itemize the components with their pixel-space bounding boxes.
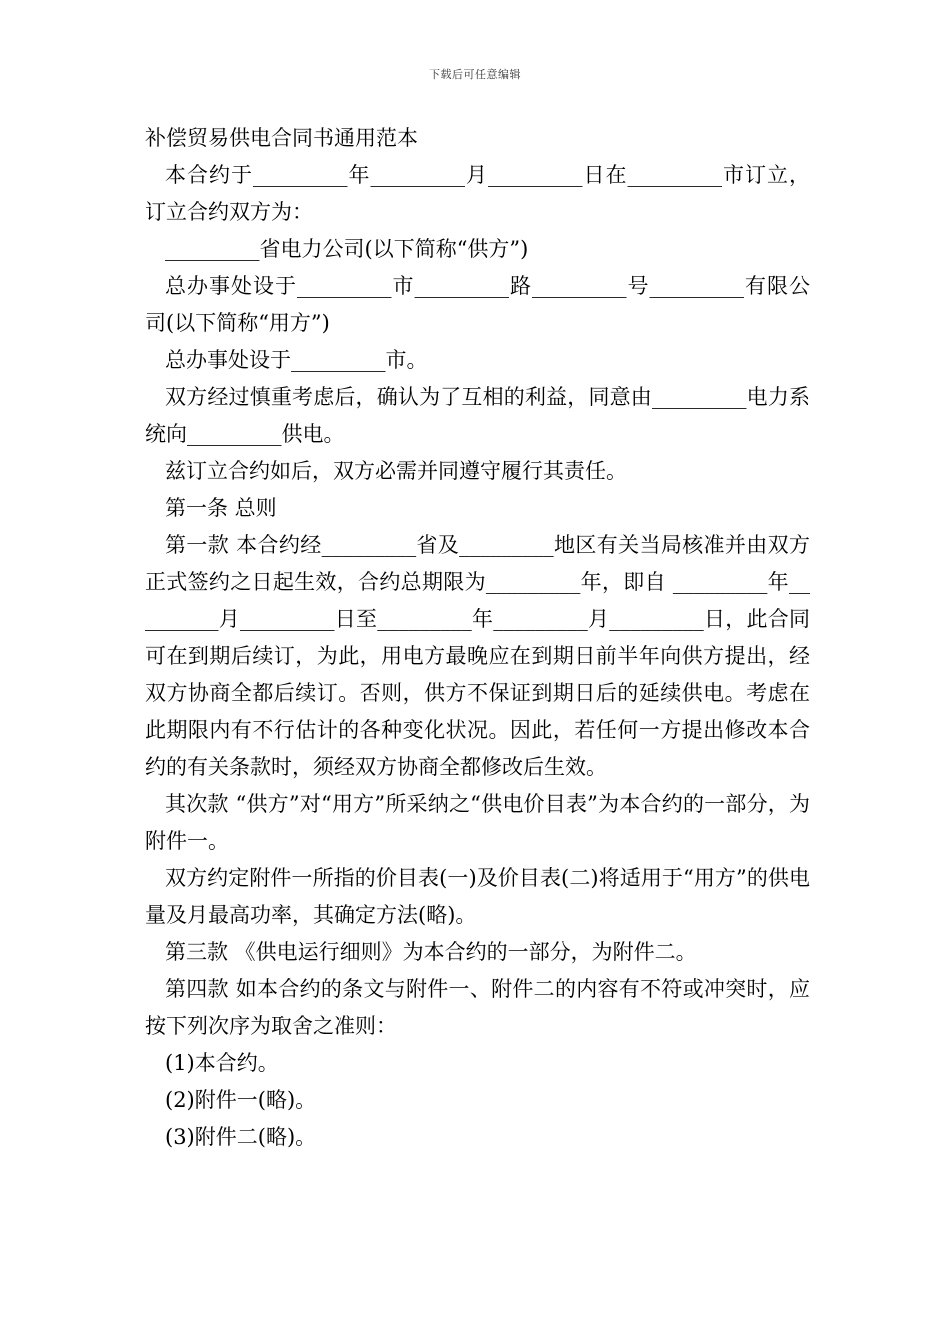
list-item-2: (2)附件一(略)。 <box>165 1088 317 1112</box>
paragraph-supplier: _________省电力公司(以下简称“供方”) <box>165 237 529 261</box>
paragraph-user-office: 总办事处设于_________市_________路_________号_________有限公司(以下简称“用方”) <box>145 274 810 335</box>
paragraph-preamble: 本合约于_________年_________月_________日在_________市订立，订立合约双方为： <box>145 163 810 224</box>
list-item-3: (3)附件二(略)。 <box>165 1125 317 1149</box>
list-item-1: (1)本合约。 <box>165 1051 279 1075</box>
clause-4: 第四款 如本合约的条文与附件一、附件二的内容有不符或冲突时，应按下列次序为取舍之准则： <box>145 977 810 1038</box>
document-body <box>145 120 810 1156</box>
clause-2-detail: 双方约定附件一所指的价目表(一)及价目表(二)将适用于“用方”的供电量及月最高功率，其确定方法(略)。 <box>145 866 810 927</box>
clause-1: 第一款 本合约经_________省及_________地区有关当局核准并由双方正式签约之日起生效，合约总期限为_________年，即自 _________年_________月_________日至_________年_________月_________日，此合同可在到期后续订，为此，用电方最晚应在到期日前半年向供方提出，经双方协商全都后续订。否则，供方不保证到期日后的延续供电。考虑在此期限内有不行估计的各种变化状况。因此，若任何一方提出修改本合约的有关条款时，须经双方协商全都修改后生效。 <box>145 533 810 779</box>
header-note: 下载后可任意编辑 <box>429 68 521 81</box>
clause-3: 第三款 《供电运行细则》为本合约的一部分，为附件二。 <box>165 940 697 964</box>
paragraph-obligation: 兹订立合约如后，双方必需并同遵守履行其责任。 <box>165 459 627 483</box>
paragraph-office-city: 总办事处设于_________市。 <box>165 348 428 372</box>
document-title: 补偿贸易供电合同书通用范本 <box>145 126 418 150</box>
clause-2: 其次款 “供方”对“用方”所采纳之“供电价目表”为本合约的一部分，为附件一。 <box>145 792 810 853</box>
section-heading-general: 第一条 总则 <box>165 496 277 520</box>
paragraph-agreement-basis: 双方经过慎重考虑后，确认为了互相的利益，同意由_________电力系统向_________供电。 <box>145 385 810 446</box>
